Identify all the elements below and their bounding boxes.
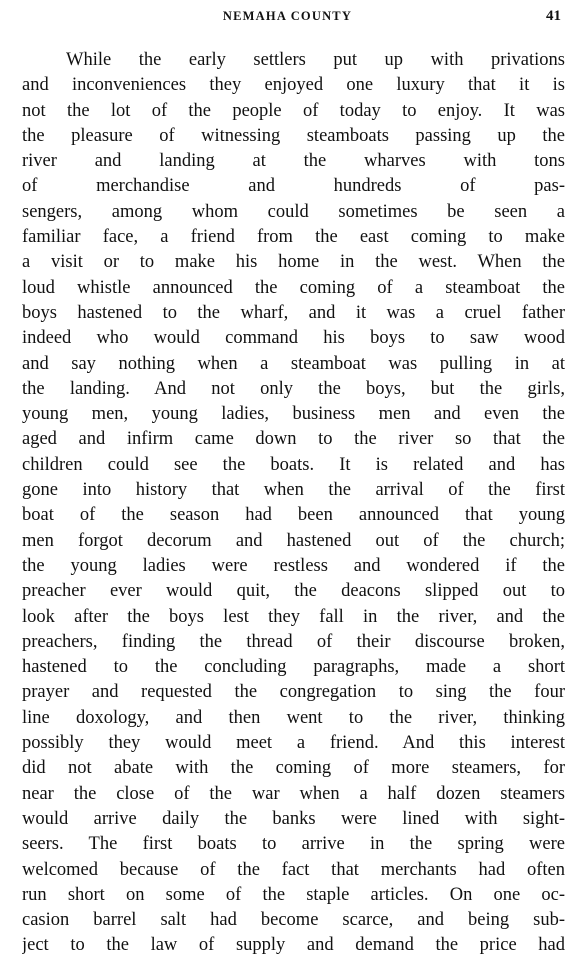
text-line: loud whistle announced the coming of a steamboat the — [22, 277, 565, 298]
text-line: seers. The first boats to arrive in the spring were — [22, 834, 565, 855]
text-line: and say nothing when a steamboat was pulling in at — [22, 353, 565, 374]
text-line: river and landing at the wharves with tons — [22, 151, 565, 172]
text-line: casion barrel salt had become scarce, and being sub- — [22, 910, 565, 931]
running-header — [0, 9, 575, 27]
text-line: would arrive daily the banks were lined with sight- — [22, 808, 565, 829]
text-line: did not abate with the coming of more steamers, for — [22, 758, 565, 779]
text-line: hastened to the concluding paragraphs, made a short — [22, 657, 565, 678]
text-line: preacher ever would quit, the deacons slipped out to — [22, 581, 565, 602]
text-line: boys hastened to the wharf, and it was a cruel father — [22, 302, 565, 323]
text-line: While the early settlers put up with privations — [66, 50, 565, 70]
text-line: aged and infirm came down to the river so that the — [22, 429, 565, 450]
text-line: familiar face, a friend from the east coming to make — [22, 227, 565, 248]
text-line: welcomed because of the fact that merchants had often — [22, 859, 565, 880]
text-line: possibly they would meet a friend. And this interest — [22, 733, 565, 754]
text-line: the pleasure of witnessing steamboats passing up the — [22, 125, 565, 146]
text-line: preachers, finding the thread of their discourse broken, — [22, 631, 565, 652]
text-line: not the lot of the people of today to enjoy. It was — [22, 100, 565, 121]
text-line: gone into history that when the arrival of the first — [22, 480, 565, 501]
text-line: boat of the season had been announced that young — [22, 505, 565, 526]
text-line: look after the boys lest they fall in the river, and the — [22, 606, 565, 627]
text-line: the landing. And not only the boys, but the girls, — [22, 378, 565, 399]
text-line: prayer and requested the congregation to sing the four — [22, 682, 565, 703]
text-line: a visit or to make his home in the west. When the — [22, 252, 565, 273]
text-line: the young ladies were restless and wondered if the — [22, 555, 565, 576]
text-line: sengers, among whom could sometimes be seen a — [22, 201, 565, 222]
text-line: indeed who would command his boys to saw wood — [22, 328, 565, 349]
text-line: run short on some of the staple articles. On one oc- — [22, 884, 565, 905]
running-title: NEMAHA COUNTY — [222, 9, 353, 23]
text-line: young men, young ladies, business men and even the — [22, 404, 565, 425]
text-line: and inconveniences they enjoyed one luxury that it is — [22, 75, 565, 96]
body-paragraph — [22, 48, 565, 959]
text-line: of merchandise and hundreds of pas- — [22, 176, 565, 197]
text-line: ject to the law of supply and demand the price had — [22, 935, 565, 956]
text-line: line doxology, and then went to the river, thinking — [22, 707, 565, 728]
text-line: men forgot decorum and hastened out of the church; — [22, 530, 565, 551]
text-line: children could see the boats. It is related and has — [22, 454, 565, 475]
page-number: 41 — [546, 8, 561, 24]
text-line: near the close of the war when a half dozen steamers — [22, 783, 565, 804]
